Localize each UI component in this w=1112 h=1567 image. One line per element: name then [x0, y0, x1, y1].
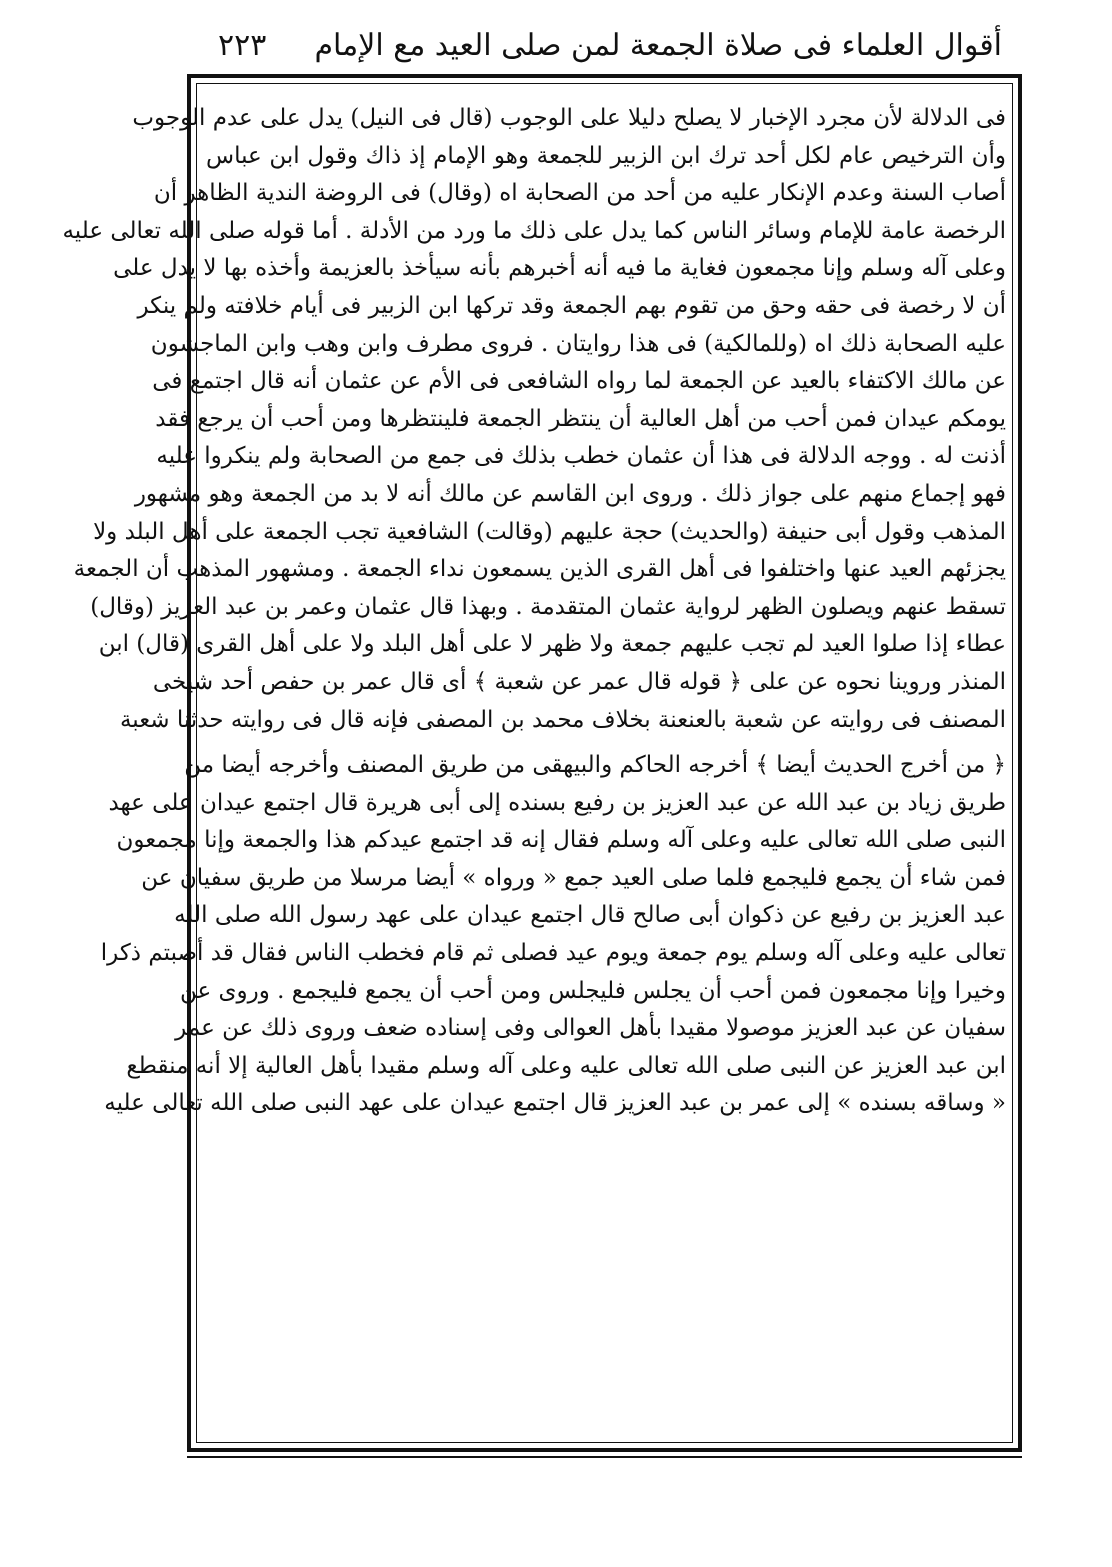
text-line: وخيرا وإنا مجمعون فمن أحب أن يجلس فليجلس ومن أحب أن يجمع فليجمع . وروى عن — [179, 977, 1006, 1004]
text-line: وأن الترخيص عام لكل أحد ترك ابن الزبير للجمعة وهو الإمام إذ ذاك وقول ابن عباس — [206, 142, 1006, 169]
text-line: سفيان عن عبد العزيز موصولا مقيدا بأهل العوالى وفى إسناده ضعف وروى ذلك عن عمر — [175, 1015, 1006, 1042]
text-line: « وساقه بسنده » إلى عمر بن عبد العزيز قال اجتمع عيدان على عهد النبى صلى الله تعالى عليه — [104, 1090, 1006, 1117]
text-line: يجزئهم العيد عنها واختلفوا فى أهل القرى الذين يسمعون نداء الجمعة . ومشهور المذهب أن الجمعة — [73, 556, 1006, 583]
text-line: المنذر وروينا نحوه عن على ﴿ قوله قال عمر عن شعبة ﴾ أى قال عمر بن حفص أحد شيخى — [152, 668, 1006, 695]
text-line: الرخصة عامة للإمام وسائر الناس كما يدل على ذلك ما ورد من الأدلة . أما قوله صلى الله تعالى عليه — [62, 217, 1006, 244]
running-title: أقوال العلماء فى صلاة الجمعة لمن صلى العيد مع الإمام — [314, 28, 1002, 63]
text-line: أن لا رخصة فى حقه وحق من تقوم بهم الجمعة وقد تركها ابن الزبير فى أيام خلافته ولم ينكر — [137, 292, 1006, 319]
bottom-rule — [187, 1456, 1022, 1458]
text-line: طريق زياد بن عبد الله عن عبد العزيز بن رفيع بسنده إلى أبى هريرة قال اجتمع عيدان على عهد — [108, 789, 1006, 816]
text-line: تسقط عنهم ويصلون الظهر لرواية عثمان المتقدمة . وبهذا قال عثمان وعمر بن عبد العزيز (وقال) — [90, 593, 1006, 620]
text-line: عن مالك الاكتفاء بالعيد عن الجمعة لما رواه الشافعى فى الأم عن عثمان أنه قال اجتمع فى — [152, 368, 1006, 395]
text-line: تعالى عليه وعلى آله وسلم يوم جمعة ويوم عيد فصلى ثم قام فخطب الناس فقال قد أصبتم ذكرا — [100, 940, 1006, 967]
body-text — [62, 100, 1006, 1123]
text-line: يومكم عيدان فمن أحب من أهل العالية أن ينتظر الجمعة فلينتظرها ومن أحب أن يرجع فقد — [155, 405, 1006, 432]
text-line: فمن شاء أن يجمع فليجمع فلما صلى العيد جمع « ورواه » أيضا مرسلا من طريق سفيان عن — [141, 864, 1006, 891]
text-line: ﴿ من أخرج الحديث أيضا ﴾ أخرجه الحاكم والبيهقى من طريق المصنف وأخرجه أيضا من — [184, 752, 1006, 779]
text-line: وعلى آله وسلم وإنا مجمعون فغاية ما فيه أنه أخبرهم بأنه سيأخذ بالعزيمة وأخذه بها لا يدل على — [113, 255, 1006, 282]
text-line: ابن عبد العزيز عن النبى صلى الله تعالى عليه وعلى آله وسلم مقيدا بأهل العالية إلا أنه منقطع — [126, 1052, 1006, 1079]
text-line: عبد العزيز بن رفيع عن ذكوان أبى صالح قال اجتمع عيدان على عهد رسول الله صلى الله — [174, 902, 1006, 929]
text-line: المذهب وقول أبى حنيفة (والحديث) حجة عليهم (وقالت) الشافعية تجب الجمعة على أهل البلد ولا — [93, 518, 1006, 545]
text-line: أذنت له . ووجه الدلالة فى هذا أن عثمان خطب بذلك فى جمع من الصحابة ولم ينكروا عليه — [156, 443, 1006, 470]
paragraph-gap — [206, 739, 1006, 747]
text-line: النبى صلى الله تعالى عليه وعلى آله وسلم فقال إنه قد اجتمع عيدكم هذا والجمعة وإنا مجمعون — [116, 827, 1006, 854]
text-line: المصنف فى روايته عن شعبة بالعنعنة بخلاف محمد بن المصفى فإنه قال فى روايته حدثنا شعبة — [119, 706, 1006, 733]
text-line: أصاب السنة وعدم الإنكار عليه من أحد من الصحابة اه (وقال) فى الروضة الندية الظاهر أن — [153, 180, 1006, 207]
text-line: فى الدلالة لأن مجرد الإخبار لا يصلح دليلا على الوجوب (قال فى النيل) يدل على عدم الوجوب — [132, 105, 1006, 131]
page-number: ٢٢٣ — [218, 28, 267, 63]
text-line: عطاء إذا صلوا العيد لم تجب عليهم جمعة ولا ظهر لا على أهل البلد ولا على أهل القرى (قال) ابن — [98, 631, 1006, 658]
text-line: عليه الصحابة ذلك اه (وللمالكية) فى هذا روايتان . فروى مطرف وابن وهب وابن الماجشون — [150, 330, 1006, 357]
text-line: فهو إجماع منهم على جواز ذلك . وروى ابن القاسم عن مالك أنه لا بد من الجمعة وهو مشهور — [134, 480, 1006, 507]
page-header — [200, 20, 1012, 70]
